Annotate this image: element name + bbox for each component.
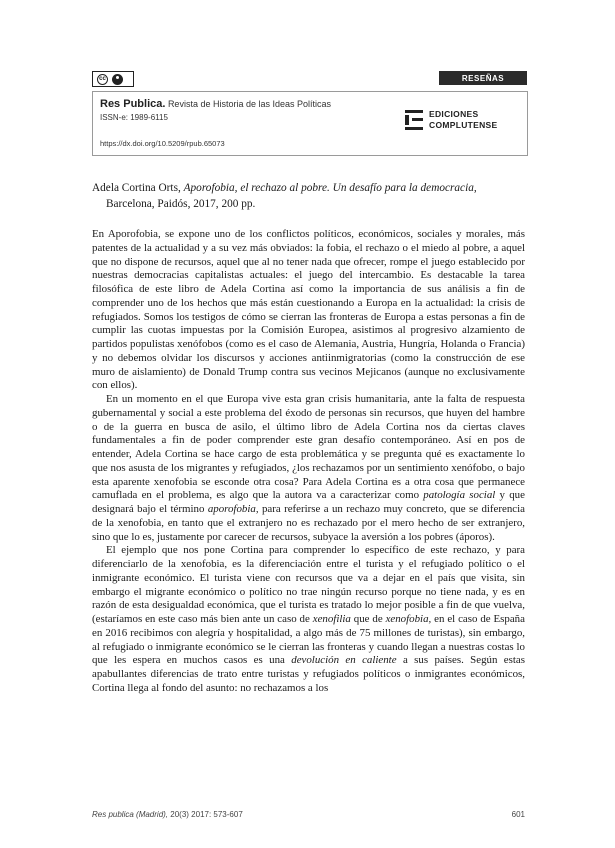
license-badge bbox=[92, 71, 134, 87]
review-body bbox=[92, 228, 525, 696]
journal-title-line bbox=[100, 98, 331, 110]
paragraph-3: El ejemplo que nos pone Cortina para comprender lo específico de este rechazo, y para diferenciarlo de la xenofobia, es la diferenciación entre el turista y el refugiado político o el inmigrante económico. El turista viene con recursos que va a dejar en el país que visita, sin embargo el migrante económico o político no trae ningún recurso porque no tiene nada, y es en razón de esta desigualdad económica, que el turista es tratado lo mejor posible a fin de que vuelva, (estaríamos en este caso más bien ante un caso de xenofilia que de xenofobia, en el caso de España en 2016 recibimos con alegría y hospitalidad, a algo más de 75 millones de turistas), sin embargo, al refugiado o inmigrante económico se le cierran las fronteras y cuando llegan a nuestras costas lo que les espera en muchos casos es una devolución en caliente a sus países. Según estas apabullantes diferencias de trato entre turistas y refugiados políticos o inmigrantes económicos, Cortina llega al fondo del asunto: no rechazamos a los bbox=[92, 544, 525, 694]
publisher-logo bbox=[405, 109, 497, 131]
book-publication: Barcelona, Paidós, 2017, 200 pp. bbox=[106, 198, 256, 210]
footer-citation: Res publica (Madrid), 20(3) 2017: 573-607 bbox=[92, 810, 243, 819]
journal-name: Res Publica. bbox=[100, 98, 166, 110]
paragraph-2: En un momento en el que Europa vive esta gran crisis humanitaria, ante la falta de respuesta gubernamental y social a este problema del éxodo de personas sin recursos, que huyen del hambre o de la guerra en busca de asilo, el último libro de Adela Cortina nos da ciertas claves fundamentales a fin de poder comprender este gran desafío contemporáneo. Así en pos de entender, Adela Cortina se hace cargo de esta problemática y se pregunta qué es exactamente lo que nos asusta de los migrantes y refugiados, ¿los rechazamos por un sentimiento xenófobo, o bajo esta aparente xenofobia se esconde otra cosa? Para Adela Cortina es a otra cosa que permanece camuflada en el problema, es algo que la autora va a caracterizar como patología social y que designará bajo el término aporofobia, para referirse a un rechazo muy concreto, que se diferencia de la xenofobia, en tanto que el extranjero no es rechazado por el mero hecho de ser extranjero, sino que lo es, justamente por carecer de recursos, subyace la aversión a los pobres (áporos). bbox=[92, 393, 525, 543]
issn: ISSN-e: 1989-6115 bbox=[100, 113, 168, 122]
page-number: 601 bbox=[511, 810, 525, 819]
journal-header bbox=[92, 91, 528, 156]
book-author: Adela Cortina Orts, bbox=[92, 182, 181, 194]
book-title: Aporofobia, el rechazo al pobre. Un desafío para la democracia, bbox=[183, 182, 477, 194]
publisher-mark-icon bbox=[405, 110, 423, 130]
section-tag: RESEÑAS bbox=[439, 71, 527, 85]
page-footer bbox=[92, 810, 525, 819]
journal-subtitle: Revista de Historia de las Ideas Políticas bbox=[167, 99, 332, 109]
attribution-icon bbox=[112, 74, 123, 85]
publisher-name: EDICIONES COMPLUTENSE bbox=[429, 109, 498, 130]
cc-icon: cc bbox=[97, 74, 108, 85]
paragraph-1: En Aporofobia, se expone uno de los conflictos políticos, económicos, sociales y morales, más patentes de la actualidad y a su vez más obviados: la fobia, el rechazo o el miedo al pobre, a aquel que no dispone de recursos, aquel que al no tener nada que ofrecer, rompe el juego establecido por nuestras democracias capitalistas actuales: el juego del intercambio. Es destacable la tarea filosófica de este libro de Adela Cortina así como la importancia de sus análisis a fin de comprender uno de los hechos que más están cuestionando a Europa en la actualidad: la crisis de refugiados. Somos los testigos de cómo se cierran las fronteras de Europa a estas personas a fin de cumplir las cuotas impuestas por la Comisión Europea, asistimos al progresivo alzamiento de partidos populistas xenófobos (como es el caso de Alemania, Austria, Hungría, Holanda o Francia) y no debemos olvidar los discursos y acciones antiinmigratorias (como la construcción de ese muro de aislamiento) de Donald Trump contra sus vecinos Mejicanos (aunque no exclusivamente con ellos). bbox=[92, 228, 525, 392]
doi-link[interactable]: https://dx.doi.org/10.5209/rpub.65073 bbox=[100, 139, 225, 148]
book-citation bbox=[92, 180, 532, 212]
